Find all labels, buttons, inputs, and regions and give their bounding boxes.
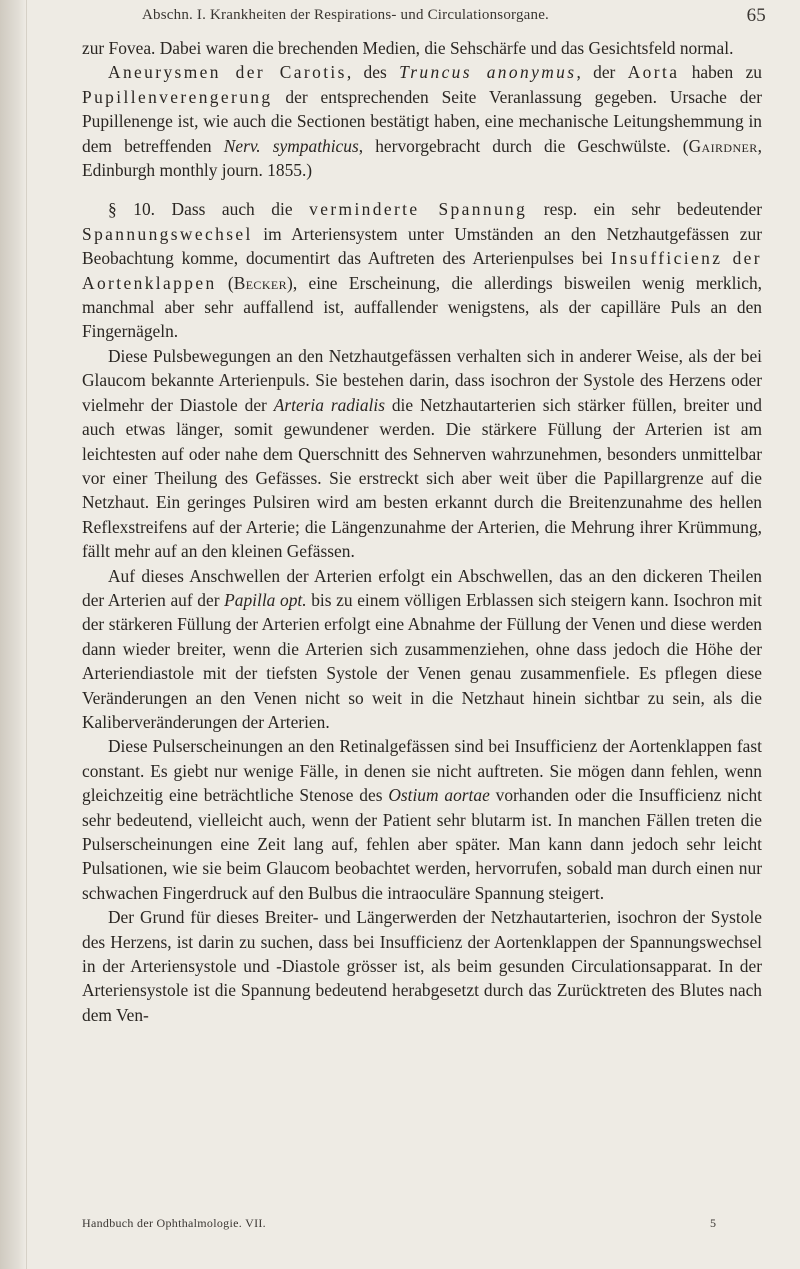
text-run: (: [216, 272, 234, 293]
term-spannungswechsel: Spannungswechsel: [82, 223, 253, 244]
paragraph-7: Der Grund für dieses Breiter- und Längerwerden der Netzhautarterien, isochron der Systole des Herzens, ist darin zu suchen, dass bei Insufficienz der Aortenklappen der Spannungswechsel in der Arteriensystole und -Diastole grösser ist, als beim gesunden Circulationsapparat. In der Arteriensystole ist die Spannung bedeutend herabgesetzt durch das Zurücktreten des Blutes nach dem Ven-: [82, 907, 762, 1025]
signature-mark: 5: [710, 1216, 716, 1230]
text-run: Diese Pulsbewegungen an den Netzhautgefässen verhalten sich in anderer Weise, als der bei Glaucom bekannte Arterienpuls. Sie bestehen darin, dass isochron der Systole des Herzens oder vielmehr der Diastole der: [82, 345, 762, 415]
term-nerv-sympathicus: Nerv. sympathicus: [223, 135, 359, 156]
text-run: ), eine Erscheinung, die allerdings bisweilen wenig merklich, manchmal aber sehr auffallend ist, auffallender wenigstens, als der capilläre Puls an den Fingernägeln.: [82, 272, 763, 342]
author-gairdner: Gairdner: [688, 135, 758, 156]
binding-gutter: [0, 0, 27, 1269]
section-lead: § 10. Dass auch die: [108, 199, 310, 220]
paragraph-5: [82, 564, 762, 735]
body-text: [82, 36, 762, 1027]
text-run: , hervorgebracht durch die Geschwülste. (: [358, 135, 689, 156]
page-number: 65: [746, 5, 766, 26]
term-papilla-opt: Papilla opt.: [224, 589, 307, 610]
paragraph-6: [82, 734, 762, 905]
paragraph-4: [82, 344, 762, 564]
term-ostium-aortae: Ostium aortae: [388, 785, 490, 806]
text-run: Diese Pulserscheinungen an den Retinalgefässen sind bei Insufficienz der Aortenklappen fast constant. Es giebt nur wenige Fälle, in denen sie nicht auftreten. Sie mögen dann fehlen, wenn gleichzeitig eine beträchtliche Stenose des: [82, 736, 762, 806]
footer-source: Handbuch der Ophthalmologie. VII.: [82, 1216, 266, 1230]
author-becker: Becker: [233, 272, 288, 293]
text-run: , des: [346, 62, 400, 83]
term-aorta: Aorta: [627, 62, 680, 83]
running-title: Abschn. I. Krankheiten der Respirations- und Circulationsorgane.: [142, 7, 550, 23]
text-run: , der: [576, 62, 628, 83]
text-run: vorhanden oder die Insufficienz nicht sehr bedeutend, vielleicht auch, wenn der Patient sehr blutarm ist. In manchen Fällen treten die Pulserscheinungen eine Zeit lang auf, fehlen aber später. Man kann dann jedoch sehr leicht Pulsationen, wie sie beim Glaucom beobachtet werden, hervorrufen, sobald man durch einen nur schwachen Fingerdruck auf den Bulbus die intraoculäre Spannung steigert.: [82, 785, 762, 903]
paragraph-1: zur Fovea. Dabei waren die brechenden Medien, die Sehschärfe und das Gesichtsfeld normal.: [82, 38, 734, 58]
text-run: im Arteriensystem unter Umständen an den Netzhautgefässen zur Beobachtung komme, documentirt das Auftreten des Arterienpulses bei: [82, 223, 762, 269]
text-run: Auf dieses Anschwellen der Arterien erfolgt ein Abschwellen, das an den dickeren Theilen der Arterien auf der: [82, 565, 762, 610]
text-run: bis zu einem völligen Erblassen sich steigern kann. Isochron mit der stärkeren Füllung der Arterien erfolgt eine Abnahme der Füllung der Venen und diese werden dann wieder breiter, wenn die Arterien sich zusammenziehen, ohne dass jedoch die Höhe der Arteriendiastole mit der tiefsten Systole der Venen genau zusammenfiele. Es pflegen diese Veränderungen an den Venen nicht so weit in die Netzhaut hinein sichtbar zu sein, als die Kaliberveränderungen der Arterien.: [82, 589, 763, 732]
text-run: der entsprechenden Seite Veranlassung gegeben. Ursache der Pupillenenge ist, wie auch die Sectionen bestätigt haben, eine mechanische Leitungshemmung in dem betreffenden: [82, 86, 762, 156]
text-run: , Edinburgh monthly journ. 1855.): [82, 135, 763, 181]
term-insufficienz: Insufficienz der Aortenklappen: [82, 248, 762, 293]
paragraph-2: [82, 60, 762, 182]
paragraph-3: [82, 197, 762, 343]
text-run: haben zu: [679, 62, 762, 83]
term-truncus-anonymus: Truncus anonymus: [399, 62, 577, 83]
term-aneurysmen-carotis: Aneurysmen der Carotis: [108, 62, 347, 83]
term-arteria-radialis: Arteria radialis: [273, 394, 385, 415]
text-run: die Netzhautarterien sich stärker füllen, breiter und auch etwas länger, somit gewundener werden. Die stärkere Füllung der Arterien ist am leichtesten auf oder nahe dem Querschnitt des Sehnerven wahrzunehmen, besonders unmittelbar vor einer Theilung des Gefässes. Sie erstreckt sich aber weit über die Papillargrenze auf die Netzhaut. Ein geringes Pulsiren wird am besten erkannt durch die Breitenzunahme des hellen Reflexstreifens auf der Arterie; die Längenzunahme der Arterien, die Mehrung ihrer Krümmung, fällt mehr auf an den kleinen Gefässen.: [82, 394, 762, 562]
text-run: resp. ein sehr bedeutender: [527, 199, 762, 220]
term-pupillenverengerung: Pupillenverengerung: [82, 86, 273, 107]
term-verminderte-spannung: verminderte Spannung: [309, 199, 528, 220]
book-page: [52, 0, 792, 1269]
